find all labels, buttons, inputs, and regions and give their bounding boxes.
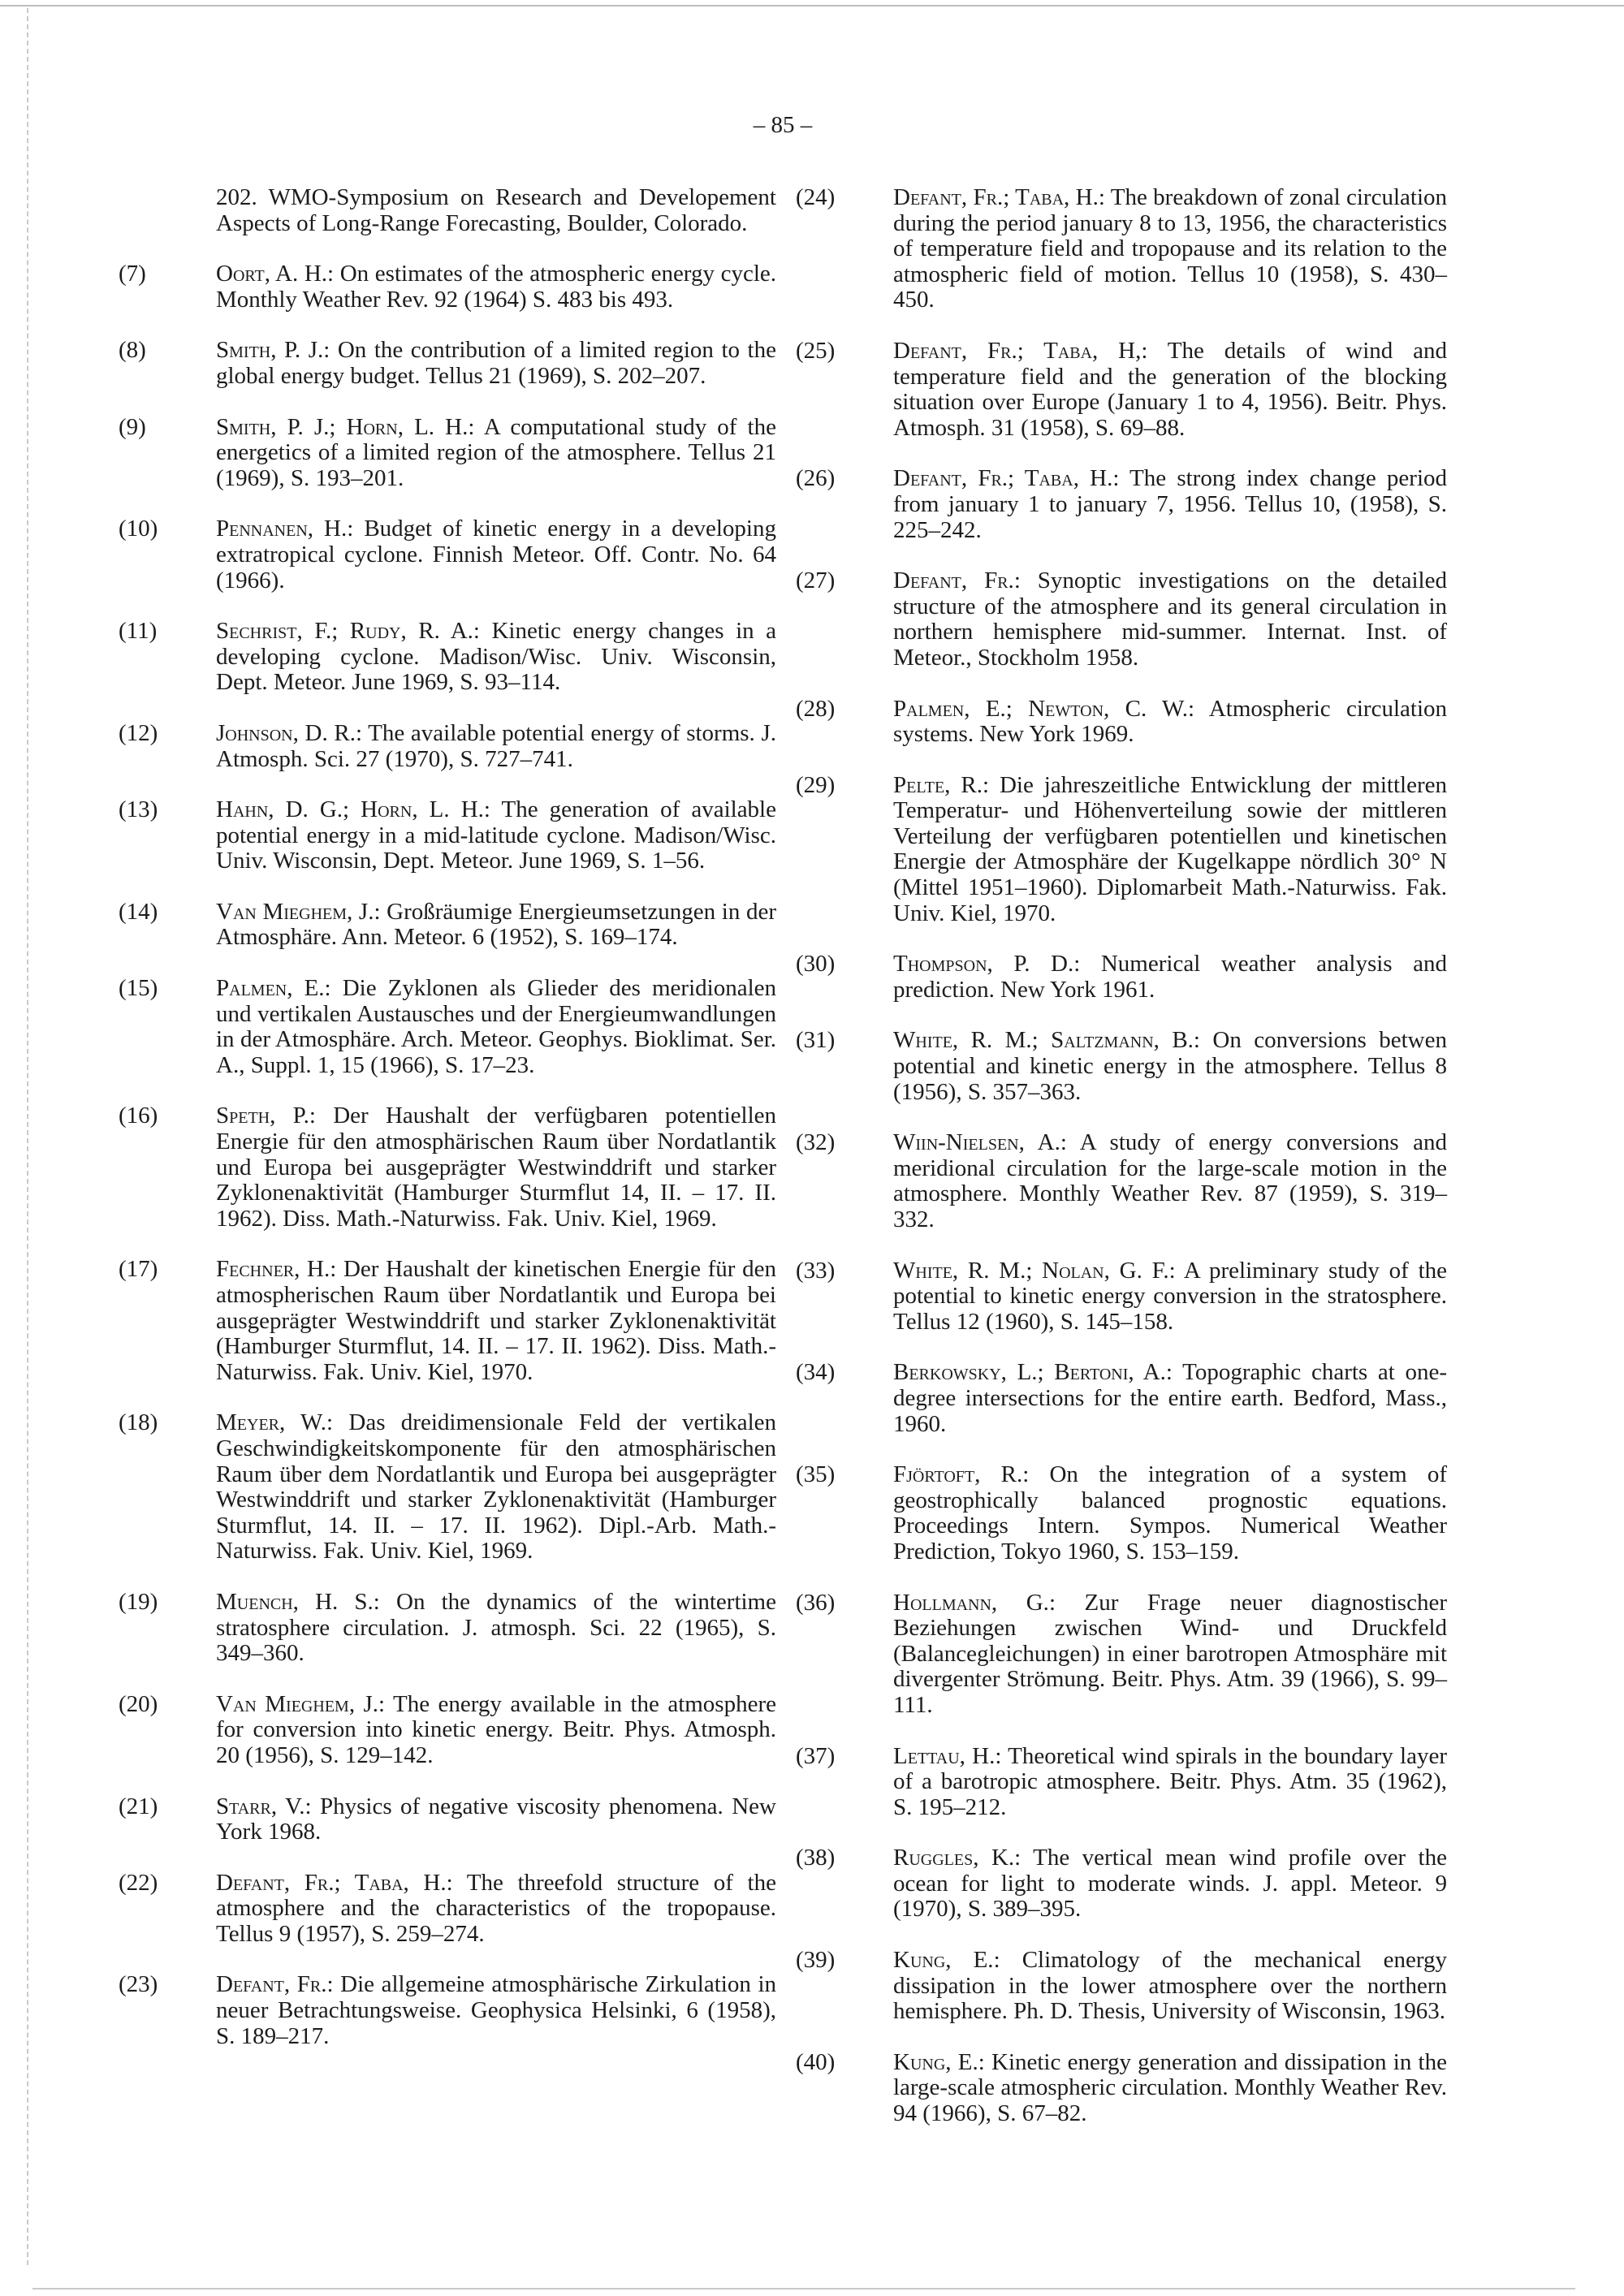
scan-edge-left [27, 8, 28, 2265]
reference-number: (16) [119, 1103, 158, 1129]
reference-text: : Numerical weather analysis and prediction. New York 1961. [893, 951, 1448, 1003]
reference-number: (31) [796, 1027, 836, 1054]
reference-number: (23) [119, 1971, 158, 1998]
reference-number: (37) [796, 1742, 836, 1769]
reference-authors: Pelte, R. [893, 771, 983, 798]
reference-entry [796, 466, 1447, 543]
reference-text: : The breakdown of zonal circulation during the period january 8 to 13, 1956, the characteristics of temperature field and tropopause and its relation to the atmospheric field of motion. Tellus 10 (1958), S. 430–450. [893, 184, 1448, 313]
reference-entry [119, 1794, 776, 1845]
scan-edge-top [0, 5, 1624, 6]
reference-text: : The energy available in the atmosphere for conversion into kinetic energy. Beitr. Phys. Atmosph. 20 (1956), S. 129–142. [216, 1690, 776, 1768]
reference-number: (8) [119, 337, 146, 364]
reference-number: (10) [119, 516, 158, 542]
reference-text: : Atmospheric circulation systems. New York 1969. [893, 695, 1447, 748]
reference-text: : Zur Frage neuer diagnostischer Beziehungen zwischen Wind- und Druckfeld (Balancegleichungen) in einer barotropen Atmosphäre mit divergenter Strömung. Beitr. Phys. Atm. 39 (1966), S. 99–111. [893, 1589, 1447, 1718]
reference-text: : The threefold structure of the atmosphere and the characteristics of the tropopause. Tellus 9 (1957), S. 259–274. [216, 1869, 776, 1947]
reference-number: (26) [796, 465, 836, 492]
reference-entry [119, 261, 776, 313]
reference-entry [119, 1972, 776, 2049]
reference-text: : Budget of kinetic energy in a developing extratropical cyclone. Finnish Meteor. Off. Contr. No. 64 (1966). [216, 516, 776, 593]
reference-text: : A preliminary study of the potential to kinetic energy conversion in the stratosphere. Tellus 12 (1960), S. 145–158. [893, 1257, 1447, 1335]
reference-entry [796, 1258, 1447, 1336]
reference-number: (18) [119, 1409, 158, 1436]
reference-number: (33) [796, 1257, 836, 1284]
reference-authors: Oort, A. H. [216, 261, 328, 287]
reference-entry [119, 1871, 776, 1948]
reference-entry [796, 697, 1447, 748]
reference-entry [796, 1028, 1447, 1105]
reference-entry [796, 1462, 1447, 1564]
reference-text: : The generation of available potential energy in a mid-latitude cyclone. Madison/Wisc. Univ. Wisconsin, Dept. Meteor. June 1969, S. 1–56. [216, 796, 776, 874]
reference-entry [796, 568, 1447, 671]
reference-number: (38) [796, 1845, 836, 1871]
reference-entry [119, 516, 776, 593]
reference-authors: Defant, Fr.; Taba, H. [216, 1869, 447, 1896]
reference-entry [796, 773, 1447, 927]
reference-authors: Fjörtoft, R. [893, 1461, 1023, 1488]
page-number: – 85 – [753, 112, 813, 138]
reference-number: (9) [119, 413, 146, 440]
reference-text: : Das dreidimensionale Feld der vertikalen Geschwindigkeitskomponente für den atmosphärischen Raum über dem Nordatlantik und Europa bei ausgeprägter Westwinddrift und starker Zyklonenaktivität (Hamburger Sturmflut, 14. II. – 17. II. 1962). Dipl.-Arb. Math.-Naturwiss. Fak. Univ. Kiel, 1969. [216, 1409, 776, 1564]
reference-entry [796, 185, 1447, 313]
reference-entry [796, 1744, 1447, 1821]
reference-entry [119, 185, 776, 236]
reference-entry [119, 976, 776, 1078]
reference-number: (14) [119, 898, 158, 925]
reference-text: : On the integration of a system of geostrophically balanced prognostic equations. Proceedings Intern. Sympos. Numerical Weather Prediction, Tokyo 1960, S. 153–159. [893, 1461, 1447, 1564]
reference-authors: Hahn, D. G.; Horn, L. H. [216, 796, 484, 823]
reference-number: (19) [119, 1588, 158, 1615]
reference-authors: Wiin-Nielsen, A. [893, 1129, 1060, 1156]
reference-entry [119, 797, 776, 874]
reference-text: : Kinetic energy changes in a developing cyclone. Madison/Wisc. Univ. Wisconsin, Dept. Meteor. June 1969, S. 93–114. [216, 618, 776, 696]
reference-text: : Physics of negative viscosity phenomena. New York 1968. [216, 1793, 776, 1845]
reference-authors: Fechner, H. [216, 1256, 330, 1283]
reference-text: : The details of wind and temperature field and the generation of the blocking situation over Europe (January 1 to 4, 1956). Beitr. Phys. Atmosph. 31 (1958), S. 69–88. [893, 337, 1447, 441]
reference-authors: Sechrist, F.; Rudy, R. A. [216, 618, 473, 645]
reference-number: (11) [119, 618, 158, 645]
reference-number: (30) [796, 951, 836, 978]
reference-authors: Defant, Fr. [216, 1971, 327, 1998]
reference-text: 202. WMO-Symposium on Research and Developement Aspects of Long-Range Forecasting, Boulder, Colorado. [216, 184, 776, 236]
reference-number: (7) [119, 261, 146, 287]
reference-number: (22) [119, 1869, 158, 1896]
reference-text: : Climatology of the mechanical energy dissipation in the lower atmosphere over the northern hemisphere. Ph. D. Thesis, University of Wisconsin, 1963. [893, 1947, 1447, 2025]
reference-number: (35) [796, 1461, 836, 1488]
reference-text: : Die Zyklonen als Glieder des meridionalen und vertikalen Austausches und der Energieumwandlungen in der Atmosphäre. Arch. Meteor. Geophys. Bioklimat. Ser. A., Suppl. 1, 15 (1966), S. 17–23. [216, 975, 776, 1078]
reference-authors: Speth, P. [216, 1103, 309, 1129]
reference-authors: White, R. M.; Nolan, G. F. [893, 1257, 1169, 1284]
reference-authors: Palmen, E. [216, 975, 325, 1002]
reference-text: : Der Haushalt der kinetischen Energie für den atmospherischen Raum über Nordatlantik und Europa bei ausgeprägter Westwinddrift und starker Zyklonenaktivität (Hamburger Sturmflut, 14. II. – 17. II. 1962). Diss. Math.-Naturwiss. Fak. Univ. Kiel, 1970. [216, 1256, 776, 1385]
reference-number: (28) [796, 695, 836, 722]
reference-number: (40) [796, 2048, 836, 2075]
reference-number: (36) [796, 1589, 836, 1616]
reference-text: : On estimates of the atmospheric energy cycle. Monthly Weather Rev. 92 (1964) S. 483 bis 493. [216, 261, 776, 313]
reference-text: : On the dynamics of the wintertime stratosphere circulation. J. atmosph. Sci. 22 (1965), S. 349–360. [216, 1588, 776, 1667]
reference-number: (17) [119, 1256, 158, 1283]
reference-entry [119, 721, 776, 772]
reference-text: : A computational study of the energetics of a limited region of the atmosphere. Tellus 21 (1969), S. 193–201. [216, 413, 776, 491]
reference-entry [796, 1845, 1447, 1923]
reference-authors: Smith, P. J. [216, 337, 324, 364]
reference-number: (25) [796, 337, 836, 364]
reference-entry [119, 1257, 776, 1385]
reference-number: (34) [796, 1359, 836, 1386]
reference-number: (27) [796, 568, 836, 594]
reference-text: : The strong index change period from january 1 to january 7, 1956. Tellus 10, (1958), S. 225–242. [893, 465, 1448, 543]
reference-text: : On the contribution of a limited region to the global energy budget. Tellus 21 (1969), S. 202–207. [216, 337, 776, 389]
reference-authors: Van Mieghem, J. [216, 1690, 379, 1717]
reference-text: : Synoptic investigations on the detailed structure of the atmosphere and its general circulation in northern hemisphere mid-summer. Internat. Inst. of Meteor., Stockholm 1958. [893, 568, 1447, 671]
reference-authors: Defant, Fr.; Taba, H. [893, 184, 1099, 210]
reference-number: (12) [119, 719, 158, 746]
reference-text: : Theoretical wind spirals in the boundary layer of a barotropic atmosphere. Beitr. Phys. Atm. 35 (1962), S. 195–212. [893, 1742, 1448, 1820]
reference-number: (24) [796, 184, 836, 210]
reference-text: : The vertical mean wind profile over the ocean for light to moderate winds. J. appl. Meteor. 9 (1970), S. 389–395. [893, 1845, 1447, 1923]
reference-entry [796, 1948, 1447, 2025]
reference-entry [119, 900, 776, 951]
reference-column-left [119, 185, 776, 2074]
reference-authors: White, R. M.; Saltzmann, B. [893, 1027, 1194, 1054]
reference-number: (29) [796, 771, 836, 798]
reference-entry [119, 1103, 776, 1232]
reference-authors: Starr, V. [216, 1793, 305, 1819]
reference-authors: Lettau, H. [893, 1742, 996, 1769]
reference-number: (21) [119, 1793, 158, 1819]
reference-number: (39) [796, 1947, 836, 1974]
scan-edge-bottom [32, 2288, 1575, 2290]
reference-authors: Defant, Fr.; Taba, H. [893, 465, 1113, 492]
reference-authors: Thompson, P. D. [893, 951, 1074, 978]
reference-authors: Defant, Fr.; Taba, H, [893, 337, 1142, 364]
reference-text: : On conversions betwen potential and kinetic energy in the atmosphere. Tellus 8 (1956), S. 357–363. [893, 1027, 1447, 1105]
reference-text: : A study of energy conversions and meridional circulation for the large-scale motion in the atmosphere. Monthly Weather Rev. 87 (1959), S. 319–332. [893, 1129, 1447, 1232]
reference-text: : Kinetic energy generation and dissipation in the large-scale atmospheric circulation. Monthly Weather Rev. 94 (1966), S. 67–82. [893, 2048, 1447, 2127]
reference-authors: Kung, E. [893, 1947, 994, 1974]
reference-number: (32) [796, 1129, 836, 1156]
reference-text: : Großräumige Energieumsetzungen in der Atmosphäre. Ann. Meteor. 6 (1952), S. 169–174. [216, 898, 776, 951]
reference-entry [119, 338, 776, 389]
reference-authors: Smith, P. J.; Horn, L. H. [216, 413, 469, 440]
reference-entry [796, 952, 1447, 1003]
reference-authors: Palmen, E.; Newton, C. W. [893, 695, 1189, 722]
reference-authors: Muench, H. S. [216, 1588, 374, 1615]
reference-entry [796, 1590, 1447, 1719]
reference-entry [119, 1410, 776, 1564]
reference-entry [796, 1130, 1447, 1232]
reference-authors: Van Mieghem, J. [216, 898, 374, 925]
reference-column-right [796, 185, 1447, 2152]
reference-number: (13) [119, 796, 158, 823]
reference-text: : The available potential energy of storms. J. Atmosph. Sci. 27 (1970), S. 727–741. [216, 719, 776, 772]
reference-authors: Defant, Fr. [893, 568, 1014, 594]
reference-text: : Der Haushalt der verfügbaren potentiellen Energie für den atmosphärischen Raum über Nordatlantik und Europa bei ausgeprägter Westwinddrift und starker Zyklonenaktivität (Hamburger Sturmflut 14, II. – 17. II. 1962). Diss. Math.-Naturwiss. Fak. Univ. Kiel, 1969. [216, 1103, 777, 1232]
reference-entry [796, 1360, 1447, 1437]
reference-number: (15) [119, 975, 158, 1002]
reference-entry [796, 339, 1447, 441]
reference-authors: Hollmann, G. [893, 1589, 1049, 1616]
reference-text: : Die allgemeine atmosphärische Zirkulation in neuer Betrachtungsweise. Geophysica Helsinki, 6 (1958), S. 189–217. [216, 1971, 776, 2049]
reference-number: (20) [119, 1690, 158, 1717]
reference-authors: Johnson, D. R. [216, 719, 356, 746]
reference-text: : Topographic charts at one-degree intersections for the entire earth. Bedford, Mass., 1960. [893, 1359, 1447, 1437]
reference-entry [796, 2050, 1447, 2127]
reference-entry [119, 1590, 776, 1667]
reference-entry [119, 415, 776, 492]
reference-authors: Kung, E. [893, 2048, 978, 2075]
reference-authors: Berkowsky, L.; Bertoni, A. [893, 1359, 1166, 1386]
reference-authors: Ruggles, K. [893, 1845, 1015, 1871]
reference-text: : Die jahreszeitliche Entwicklung der mittleren Temperatur- und Höhenverteilung sowie der mittleren Verteilung der verfügbaren potentiellen und kinetischen Energie der Atmosphäre der Kugelkappe nördlich 30° N (Mittel 1951–1960). Diplomarbeit Math.-Naturwiss. Fak. Univ. Kiel, 1970. [893, 771, 1447, 926]
reference-authors: Pennanen, H. [216, 516, 348, 542]
reference-entry [119, 619, 776, 696]
reference-authors: Meyer, W. [216, 1409, 327, 1436]
reference-entry [119, 1692, 776, 1769]
